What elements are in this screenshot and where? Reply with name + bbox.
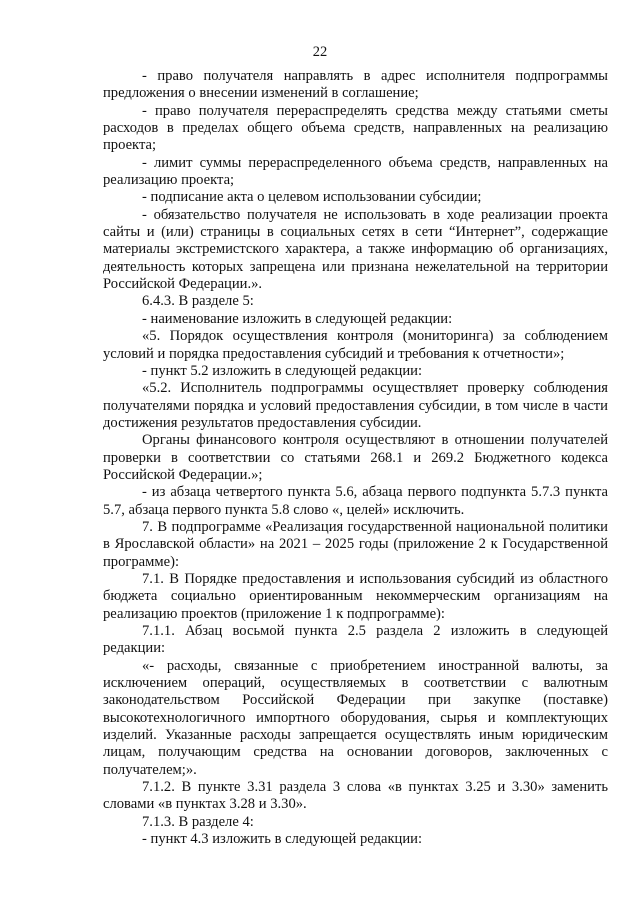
paragraph-financial-control: Органы финансового контроля осуществляют в отношении получателей проверки в соответствии со статьями 268.1 и 269.2 Бюджетного кодекса Российской Федерации.»; bbox=[103, 432, 608, 483]
paragraph-currency-expenses: «- расходы, связанные с приобретением иностранной валюты, за исключением операций, осуществляемых в соответствии с валютным законодательством Российской Федерации при закупке (поставке) высокотехнологичного импортного оборудования, сырья и комплектующих изделий. Указанные расходы запрещается осуществлять иным юридическим лицам, получающим средства на основании договоров, заключенных с получателем;». bbox=[103, 657, 608, 778]
paragraph-item-4-3-intro: - пункт 4.3 изложить в следующей редакции: bbox=[142, 831, 423, 848]
paragraph-7-1: 7.1. В Порядке предоставления и использования субсидий из областного бюджета социально ориентированным некоммерческим организациям на реализацию проектов (приложение 1 к подпрограмме): bbox=[103, 570, 608, 622]
paragraph-7: 7. В подпрограмме «Реализация государственной национальной политики в Ярославской области» на 2021 – 2025 годы (приложение 2 к Государственной программе): bbox=[103, 518, 608, 570]
paragraph-7-1-1: 7.1.1. Абзац восьмой пункта 2.5 раздела 2 изложить в следующей редакции: bbox=[103, 623, 608, 657]
paragraph-section-5-title: «5. Порядок осуществления контроля (мониторинга) за соблюдением условий и порядка предоставления субсидий и требования к отчетности»; bbox=[103, 328, 608, 362]
paragraph-7-1-3: 7.1.3. В разделе 4: bbox=[142, 813, 254, 830]
paragraph-7-1-2: 7.1.2. В пункте 3.31 раздела 3 слова «в пунктах 3.25 и 3.30» заменить словами «в пунктах 3.28 и 3.30». bbox=[103, 779, 608, 813]
paragraph-word-exclusion: - из абзаца четвертого пункта 5.6, абзаца первого подпункта 5.7.3 пункта 5.7, абзаца первого пункта 5.8 слово «, целей» исключить. bbox=[103, 484, 608, 518]
paragraph-item-5-2-text: «5.2. Исполнитель подпрограммы осуществляет проверку соблюдения получателями порядка и условий предоставления субсидии, в том числе в части достижения результатов предоставления субсидии. bbox=[103, 380, 608, 431]
paragraph-title-amendment: - наименование изложить в следующей редакции: bbox=[142, 310, 453, 327]
document-body bbox=[103, 68, 608, 848]
paragraph-internet-obligation: - обязательство получателя не использовать в ходе реализации проекта сайты и (или) страницы в социальных сетях в сети “Интернет”, содержащие материалы экстремистского характера, а также информацию об организациях, деятельность которых запрещена или признана нежелательной на территории Российской Федерации.». bbox=[103, 206, 608, 293]
paragraph-redistribution-limit: - лимит суммы перераспределенного объема средств, направленных на реализацию проекта; bbox=[103, 154, 608, 189]
paragraph-6-4-3: 6.4.3. В разделе 5: bbox=[142, 293, 254, 310]
paragraph-right-to-propose-changes: - право получателя направлять в адрес исполнителя подпрограммы предложения о внесении изменений в соглашение; bbox=[103, 68, 608, 102]
paragraph-signing-act: - подписание акта о целевом использовании субсидии; bbox=[142, 189, 482, 206]
paragraph-item-5-2-intro: - пункт 5.2 изложить в следующей редакции: bbox=[142, 362, 423, 379]
page-number: 22 bbox=[312, 44, 328, 60]
paragraph-right-to-redistribute: - право получателя перераспределять средства между статьями сметы расходов в пределах общего объема средств, направленных на реализацию проекта; bbox=[103, 102, 608, 154]
